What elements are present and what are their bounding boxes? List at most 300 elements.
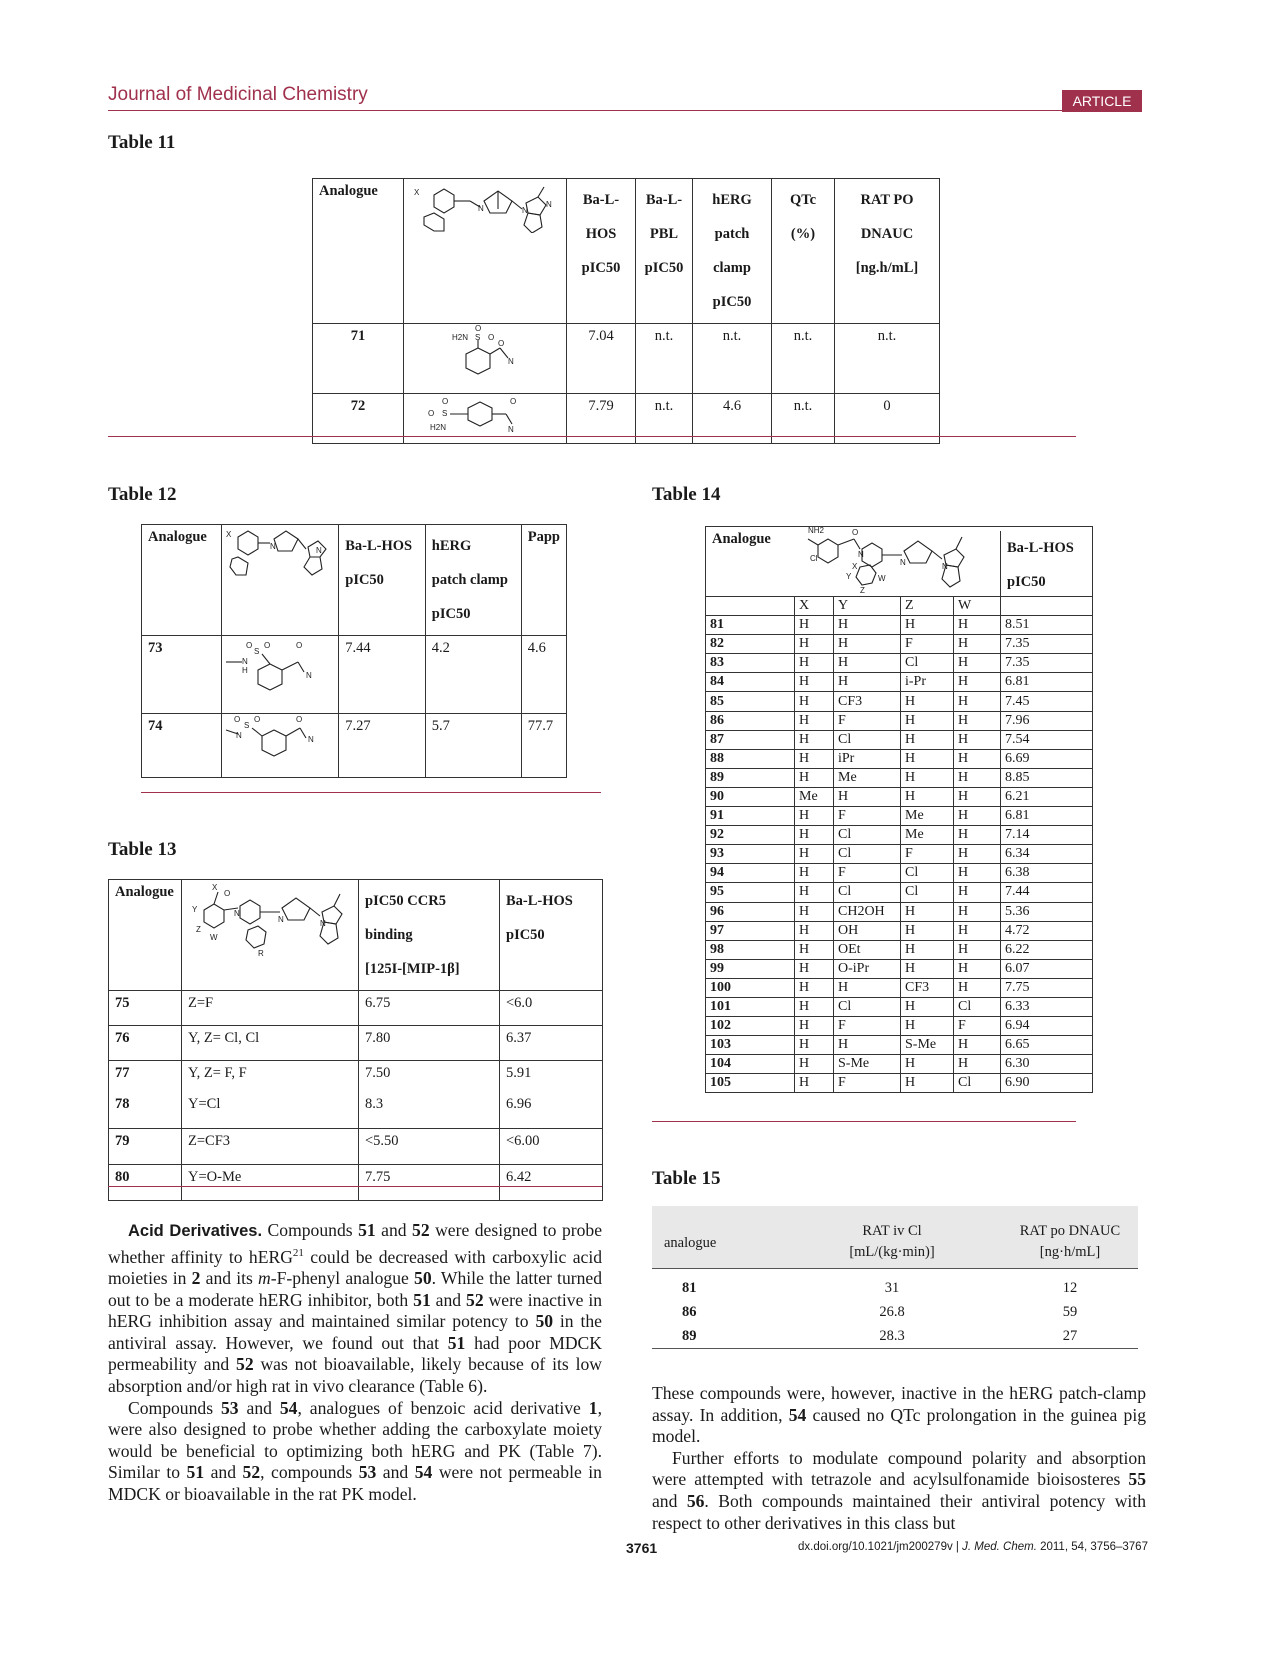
table-row <box>109 1129 603 1165</box>
z-value: i-Pr <box>901 673 954 692</box>
svg-text:N: N <box>508 425 514 434</box>
analogue-id: 86 <box>706 711 795 730</box>
z-value: H <box>901 1074 954 1093</box>
table-row <box>706 959 1093 978</box>
analogue-id: 81 <box>682 1280 697 1296</box>
z-value: H <box>901 730 954 749</box>
table-row <box>706 673 1093 692</box>
svg-text:N: N <box>508 357 514 366</box>
svg-text:O: O <box>234 715 241 724</box>
z-value: Me <box>901 807 954 826</box>
table-row <box>706 749 1093 768</box>
hos-value: 7.79 <box>567 394 636 444</box>
w-value: H <box>954 864 1001 883</box>
article-badge: ARTICLE <box>1062 90 1142 112</box>
col-header-herg: hERG patch clamp pIC50 <box>693 179 772 324</box>
table-12 <box>141 524 567 778</box>
papp-value: 77.7 <box>521 714 566 778</box>
table-row <box>706 921 1093 940</box>
analogue-id: 72 <box>313 394 404 444</box>
y-value: iPr <box>834 749 901 768</box>
z-value: H <box>901 959 954 978</box>
table-row <box>109 1026 603 1061</box>
col-header-hos: Ba-L-HOS pIC50 <box>500 880 603 991</box>
w-value: H <box>954 978 1001 997</box>
table-row <box>706 902 1093 921</box>
x-value: H <box>795 997 834 1016</box>
hos-value: 7.96 <box>1001 711 1093 730</box>
y-value: O-iPr <box>834 959 901 978</box>
dnauc-value: 27 <box>1062 1328 1078 1344</box>
hos-value: 6.81 <box>1001 807 1093 826</box>
z-value: Cl <box>901 883 954 902</box>
x-value: H <box>795 616 834 635</box>
table-row <box>706 1074 1093 1093</box>
svg-text:N: N <box>546 200 552 209</box>
w-value: H <box>954 940 1001 959</box>
table-row <box>706 978 1093 997</box>
table-row <box>109 991 603 1026</box>
w-value: Cl <box>954 997 1001 1016</box>
table-row <box>142 714 567 778</box>
x-value: Me <box>795 787 834 806</box>
svg-text:N: N <box>522 206 528 215</box>
analogue-id: 85 <box>706 692 795 711</box>
hos-value: 7.44 <box>1001 883 1093 902</box>
table-14 <box>705 596 1093 1093</box>
table-12-caption: Table 12 <box>108 484 177 505</box>
col-header-herg: hERG patch clamp pIC50 <box>425 525 521 636</box>
hos-value: 6.90 <box>1001 1074 1093 1093</box>
core-structure <box>182 880 359 991</box>
analogue-id: 103 <box>706 1036 795 1055</box>
z-value: Me <box>901 826 954 845</box>
table-row <box>109 1165 603 1201</box>
y-value: Cl <box>834 883 901 902</box>
z-value: S-Me <box>901 1036 954 1055</box>
structure-74 <box>222 714 339 778</box>
analogue-id: 83 <box>706 654 795 673</box>
svg-text:N: N <box>236 731 243 740</box>
table-row <box>109 1061 603 1129</box>
ccr5-value: 6.75 <box>359 991 500 1026</box>
svg-text:Y: Y <box>846 572 852 581</box>
x-value: H <box>795 883 834 902</box>
svg-text:N: N <box>320 919 326 928</box>
y-value: S-Me <box>834 1055 901 1074</box>
table-14-caption: Table 14 <box>652 484 721 505</box>
table-row <box>706 1036 1093 1055</box>
qtc-value: n.t. <box>772 324 835 394</box>
herg-value: 5.7 <box>425 714 521 778</box>
svg-text:O: O <box>264 641 271 650</box>
table-row <box>706 768 1093 787</box>
w-value: H <box>954 921 1001 940</box>
col-header-hos: Ba-L- HOS pIC50 <box>567 179 636 324</box>
svg-text:S: S <box>244 721 250 730</box>
table-11-caption: Table 11 <box>108 132 176 153</box>
analogue-id: 84 <box>706 673 795 692</box>
hos-value: 6.33 <box>1001 997 1093 1016</box>
svg-text:H: H <box>242 666 249 675</box>
left-body-text <box>108 1220 602 1506</box>
w-value: H <box>954 654 1001 673</box>
w-value: H <box>954 807 1001 826</box>
svg-text:N: N <box>306 671 313 680</box>
z-value: H <box>901 692 954 711</box>
table-15-rule <box>652 1348 1138 1349</box>
svg-text:O: O <box>498 339 505 348</box>
svg-text:X: X <box>226 530 232 539</box>
w-value: H <box>954 845 1001 864</box>
y-value: H <box>834 787 901 806</box>
svg-text:H2N: H2N <box>430 423 447 432</box>
z-value: Cl <box>901 654 954 673</box>
w-value: H <box>954 730 1001 749</box>
z-value: H <box>901 616 954 635</box>
y-value: F <box>834 864 901 883</box>
analogue-id: 98 <box>706 940 795 959</box>
svg-text:Cl: Cl <box>810 554 818 563</box>
svg-text:O: O <box>442 397 449 406</box>
w-value: H <box>954 692 1001 711</box>
herg-value: 4.6 <box>693 394 772 444</box>
y-value: H <box>834 673 901 692</box>
col-z: Z <box>901 597 954 616</box>
x-value: H <box>795 902 834 921</box>
x-value: H <box>795 711 834 730</box>
svg-text:O: O <box>296 641 303 650</box>
x-value: H <box>795 826 834 845</box>
table-15 <box>652 1206 1138 1342</box>
w-value: H <box>954 1036 1001 1055</box>
w-value: F <box>954 1017 1001 1036</box>
svg-text:Z: Z <box>860 586 865 595</box>
y-value: F <box>834 807 901 826</box>
z-value: H <box>901 711 954 730</box>
hos-value: 7.14 <box>1001 826 1093 845</box>
hos-value: 6.30 <box>1001 1055 1093 1074</box>
table-row <box>706 940 1093 959</box>
substituent: Z=CF3 <box>182 1129 359 1165</box>
table-row <box>706 635 1093 654</box>
w-value: H <box>954 768 1001 787</box>
y-value: CH2OH <box>834 902 901 921</box>
svg-text:O: O <box>428 409 435 418</box>
svg-text:O: O <box>246 641 253 650</box>
w-value: H <box>954 959 1001 978</box>
y-value: Cl <box>834 826 901 845</box>
x-value: H <box>795 673 834 692</box>
y-value: F <box>834 711 901 730</box>
ccr5-value: 7.80 <box>359 1026 500 1061</box>
hos-value: <6.00 <box>500 1129 603 1165</box>
x-value: H <box>795 1017 834 1036</box>
svg-text:NH2: NH2 <box>808 527 825 535</box>
svg-text:N: N <box>270 542 277 551</box>
hos-value: 6.65 <box>1001 1036 1093 1055</box>
analogue-id: 99 <box>706 959 795 978</box>
table-row <box>706 826 1093 845</box>
z-value: H <box>901 787 954 806</box>
page-number: 3761 <box>626 1540 658 1556</box>
x-value: H <box>795 768 834 787</box>
svg-text:N: N <box>858 550 864 559</box>
core-structure <box>222 525 339 636</box>
hos-value: 7.45 <box>1001 692 1093 711</box>
analogue-id: 92 <box>706 826 795 845</box>
svg-text:N: N <box>478 204 484 213</box>
col-y: Y <box>834 597 901 616</box>
z-value: H <box>901 1055 954 1074</box>
analogue-id: 73 <box>142 636 222 714</box>
table-12-rule <box>141 792 601 793</box>
x-value: H <box>795 749 834 768</box>
hos-value: 7.04 <box>567 324 636 394</box>
cl-value: 26.8 <box>879 1304 905 1320</box>
table-11 <box>312 178 940 444</box>
empty-cell <box>1001 597 1093 616</box>
x-value: H <box>795 845 834 864</box>
svg-text:N: N <box>242 657 249 666</box>
hos-value: 6.69 <box>1001 749 1093 768</box>
z-value: H <box>901 921 954 940</box>
analogue-id: 97 <box>706 921 795 940</box>
table-row <box>706 692 1093 711</box>
papp-value: 4.6 <box>521 636 566 714</box>
col-header-papp: Papp <box>521 525 566 636</box>
ccr5-value: 7.50 8.3 <box>359 1061 500 1129</box>
svg-text:O: O <box>254 715 261 724</box>
svg-text:N: N <box>942 562 948 571</box>
z-value: H <box>901 768 954 787</box>
table-row <box>706 807 1093 826</box>
hos-value: 6.38 <box>1001 864 1093 883</box>
paragraph: Further efforts to modulate compound polarity and absorption were attempted with tetrazole and acylsulfonamide bioisosteres 55 and 56. Both compounds maintained their antiviral potency with respect to other derivatives in this class but <box>652 1447 1146 1533</box>
z-value: Cl <box>901 864 954 883</box>
z-value: H <box>901 940 954 959</box>
svg-text:R: R <box>258 949 264 958</box>
w-value: H <box>954 826 1001 845</box>
table-row <box>706 730 1093 749</box>
hos-value: 6.21 <box>1001 787 1093 806</box>
x-value: H <box>795 978 834 997</box>
analogue-id: 82 <box>706 635 795 654</box>
svg-text:O: O <box>852 528 859 537</box>
svg-text:N: N <box>316 546 323 555</box>
z-value: H <box>901 749 954 768</box>
svg-text:O: O <box>475 324 482 333</box>
svg-text:N: N <box>278 915 284 924</box>
analogue-id: 79 <box>109 1129 182 1165</box>
journal-title: Journal of Medicinal Chemistry <box>108 84 368 105</box>
table-row <box>706 616 1093 635</box>
y-value: Cl <box>834 845 901 864</box>
analogue-id: 102 <box>706 1017 795 1036</box>
w-value: H <box>954 749 1001 768</box>
analogue-id: 74 <box>142 714 222 778</box>
table-13 <box>108 879 603 1201</box>
hos-value: 5.36 <box>1001 902 1093 921</box>
analogue-id: 89 <box>706 768 795 787</box>
z-value: CF3 <box>901 978 954 997</box>
col-header-qtc: QTc (%) <box>772 179 835 324</box>
analogue-id: 101 <box>706 997 795 1016</box>
table-row <box>142 636 567 714</box>
analogue-id: 89 <box>682 1328 697 1344</box>
y-value: H <box>834 654 901 673</box>
svg-text:X: X <box>852 562 858 571</box>
analogue-id: 71 <box>313 324 404 394</box>
x-value: H <box>795 692 834 711</box>
col-w: W <box>954 597 1001 616</box>
y-value: H <box>834 635 901 654</box>
y-value: H <box>834 978 901 997</box>
y-value: F <box>834 1074 901 1093</box>
analogue-id: 94 <box>706 864 795 883</box>
core-structure-svg <box>406 181 562 233</box>
analogue-id: 87 <box>706 730 795 749</box>
analogue-id: 80 <box>109 1165 182 1201</box>
table-row <box>706 711 1093 730</box>
svg-text:H2N: H2N <box>452 333 469 342</box>
substituent: Y=O-Me <box>182 1165 359 1201</box>
svg-text:W: W <box>210 933 218 942</box>
w-value: H <box>954 1055 1001 1074</box>
analogue-id: 77 78 <box>109 1061 182 1129</box>
svg-text:O: O <box>296 715 303 724</box>
paragraph: These compounds were, however, inactive in the hERG patch-clamp assay. In addition, 54 caused no QTc prolongation in the guinea pig model. <box>652 1383 1146 1447</box>
w-value: H <box>954 711 1001 730</box>
hos-value: 5.91 6.96 <box>500 1061 603 1129</box>
pbl-value: n.t. <box>636 394 693 444</box>
analogue-id: 100 <box>706 978 795 997</box>
w-value: H <box>954 902 1001 921</box>
table-14-rule <box>652 1121 1076 1122</box>
x-value: H <box>795 959 834 978</box>
col-header-hos: Ba-L-HOS pIC50 <box>1000 531 1093 597</box>
y-value: CF3 <box>834 692 901 711</box>
core-structure <box>404 179 567 324</box>
x-value: H <box>795 940 834 959</box>
hos-value: 8.51 <box>1001 616 1093 635</box>
ccr5-value: <5.50 <box>359 1129 500 1165</box>
hos-value: <6.0 <box>500 991 603 1026</box>
substituent: Y, Z= F, F Y=Cl <box>182 1061 359 1129</box>
hos-value: 8.85 <box>1001 768 1093 787</box>
ccr5-value: 7.75 <box>359 1165 500 1201</box>
empty-cell <box>706 597 795 616</box>
svg-text:O: O <box>488 333 495 342</box>
w-value: H <box>954 673 1001 692</box>
table-row <box>706 883 1093 902</box>
table-11-rule <box>108 436 1076 437</box>
analogue-id: 81 <box>706 616 795 635</box>
table-row <box>706 1017 1093 1036</box>
w-value: H <box>954 635 1001 654</box>
y-value: Me <box>834 768 901 787</box>
col-header-hos: Ba-L-HOS pIC50 <box>339 525 426 636</box>
svg-text:X: X <box>414 188 420 197</box>
x-value: H <box>795 730 834 749</box>
z-value: F <box>901 845 954 864</box>
w-value: H <box>954 787 1001 806</box>
col-header-ccr5: pIC50 CCR5 binding [125I-[MIP-1β] <box>359 880 500 991</box>
y-value: Cl <box>834 997 901 1016</box>
analogue-id: 104 <box>706 1055 795 1074</box>
y-value: Cl <box>834 730 901 749</box>
table-row <box>706 1055 1093 1074</box>
hos-value: 7.54 <box>1001 730 1093 749</box>
col-header-analogue: Analogue <box>712 531 771 547</box>
analogue-id: 75 <box>109 991 182 1026</box>
col-header-po: RAT po DNAUC [ng·h/mL] <box>1019 1223 1121 1260</box>
x-value: H <box>795 921 834 940</box>
table-15-caption: Table 15 <box>652 1168 721 1189</box>
dnauc-value: 59 <box>1062 1304 1078 1320</box>
col-header-pbl: Ba-L- PBL pIC50 <box>636 179 693 324</box>
substituent: Z=F <box>182 991 359 1026</box>
herg-value: n.t. <box>693 324 772 394</box>
x-value: H <box>795 635 834 654</box>
table-14-body <box>706 616 1093 1093</box>
z-value: H <box>901 902 954 921</box>
structure-71 <box>404 324 567 394</box>
table-row <box>706 997 1093 1016</box>
x-value: H <box>795 1036 834 1055</box>
doi-citation: dx.doi.org/10.1021/jm200279v | J. Med. Chem. 2011, 54, 3756–3767 <box>798 1541 1148 1553</box>
hos-value: 4.72 <box>1001 921 1093 940</box>
analogue-id: 91 <box>706 807 795 826</box>
hos-value: 6.37 <box>500 1026 603 1061</box>
hos-value: 6.42 <box>500 1165 603 1201</box>
svg-text:S: S <box>254 647 260 656</box>
table-row <box>706 654 1093 673</box>
paragraph: Acid Derivatives. Compounds 51 and 52 were designed to probe whether affinity to hERG$^{21}$ could be decreased with carboxylic acid moieties in 2 and its m-F-phenyl analogue 50. While the latter turned out to be a moderate hERG inhibitor, both 51 and 52 were inactive in hERG inhibition assay and maintained similar potency to 50 in the antiviral assay. However, we found out that 51 had poor MDCK permeability and 52 was not bioavailable, likely because of its low absorption and/or high rat in vivo clearance (Table 6). <box>108 1220 603 1397</box>
y-value: F <box>834 1017 901 1036</box>
col-header-analogue: Analogue <box>109 880 182 991</box>
paragraph: Compounds 53 and 54, analogues of benzoic acid derivative 1, were also designed to probe whether adding the carboxylate moiety would be beneficial to optimizing both hERG and PK (Table 7). Similar to 51 and 52, compounds 53 and 54 were not permeable in MDCK or bioavailable in the rat PK model. <box>108 1397 602 1504</box>
analogue-id: 76 <box>109 1026 182 1061</box>
analogue-id: 95 <box>706 883 795 902</box>
analogue-id: 105 <box>706 1074 795 1093</box>
analogue-id: 93 <box>706 845 795 864</box>
hos-value: 7.75 <box>1001 978 1093 997</box>
dnauc-value: 12 <box>1062 1280 1078 1296</box>
svg-text:N: N <box>900 558 906 567</box>
x-value: H <box>795 807 834 826</box>
svg-text:X: X <box>212 883 218 892</box>
z-value: F <box>901 635 954 654</box>
header-rule <box>108 110 1076 111</box>
analogue-id: 96 <box>706 902 795 921</box>
x-value: H <box>795 1074 834 1093</box>
x-value: H <box>795 1055 834 1074</box>
right-body-text <box>652 1383 1146 1534</box>
svg-text:Z: Z <box>196 925 201 934</box>
table-14-col-headers <box>706 597 1093 616</box>
col-header-analogue: Analogue <box>142 525 222 636</box>
analogue-id: 88 <box>706 749 795 768</box>
w-value: H <box>954 616 1001 635</box>
doi-link[interactable]: dx.doi.org/10.1021/jm200279v <box>798 1541 953 1553</box>
table-13-rule <box>108 1186 602 1187</box>
y-value: OEt <box>834 940 901 959</box>
col-header-iv: RAT iv Cl [mL/(kg·min)] <box>849 1223 935 1260</box>
table-row <box>706 864 1093 883</box>
svg-text:N: N <box>234 909 240 918</box>
y-value: H <box>834 1036 901 1055</box>
